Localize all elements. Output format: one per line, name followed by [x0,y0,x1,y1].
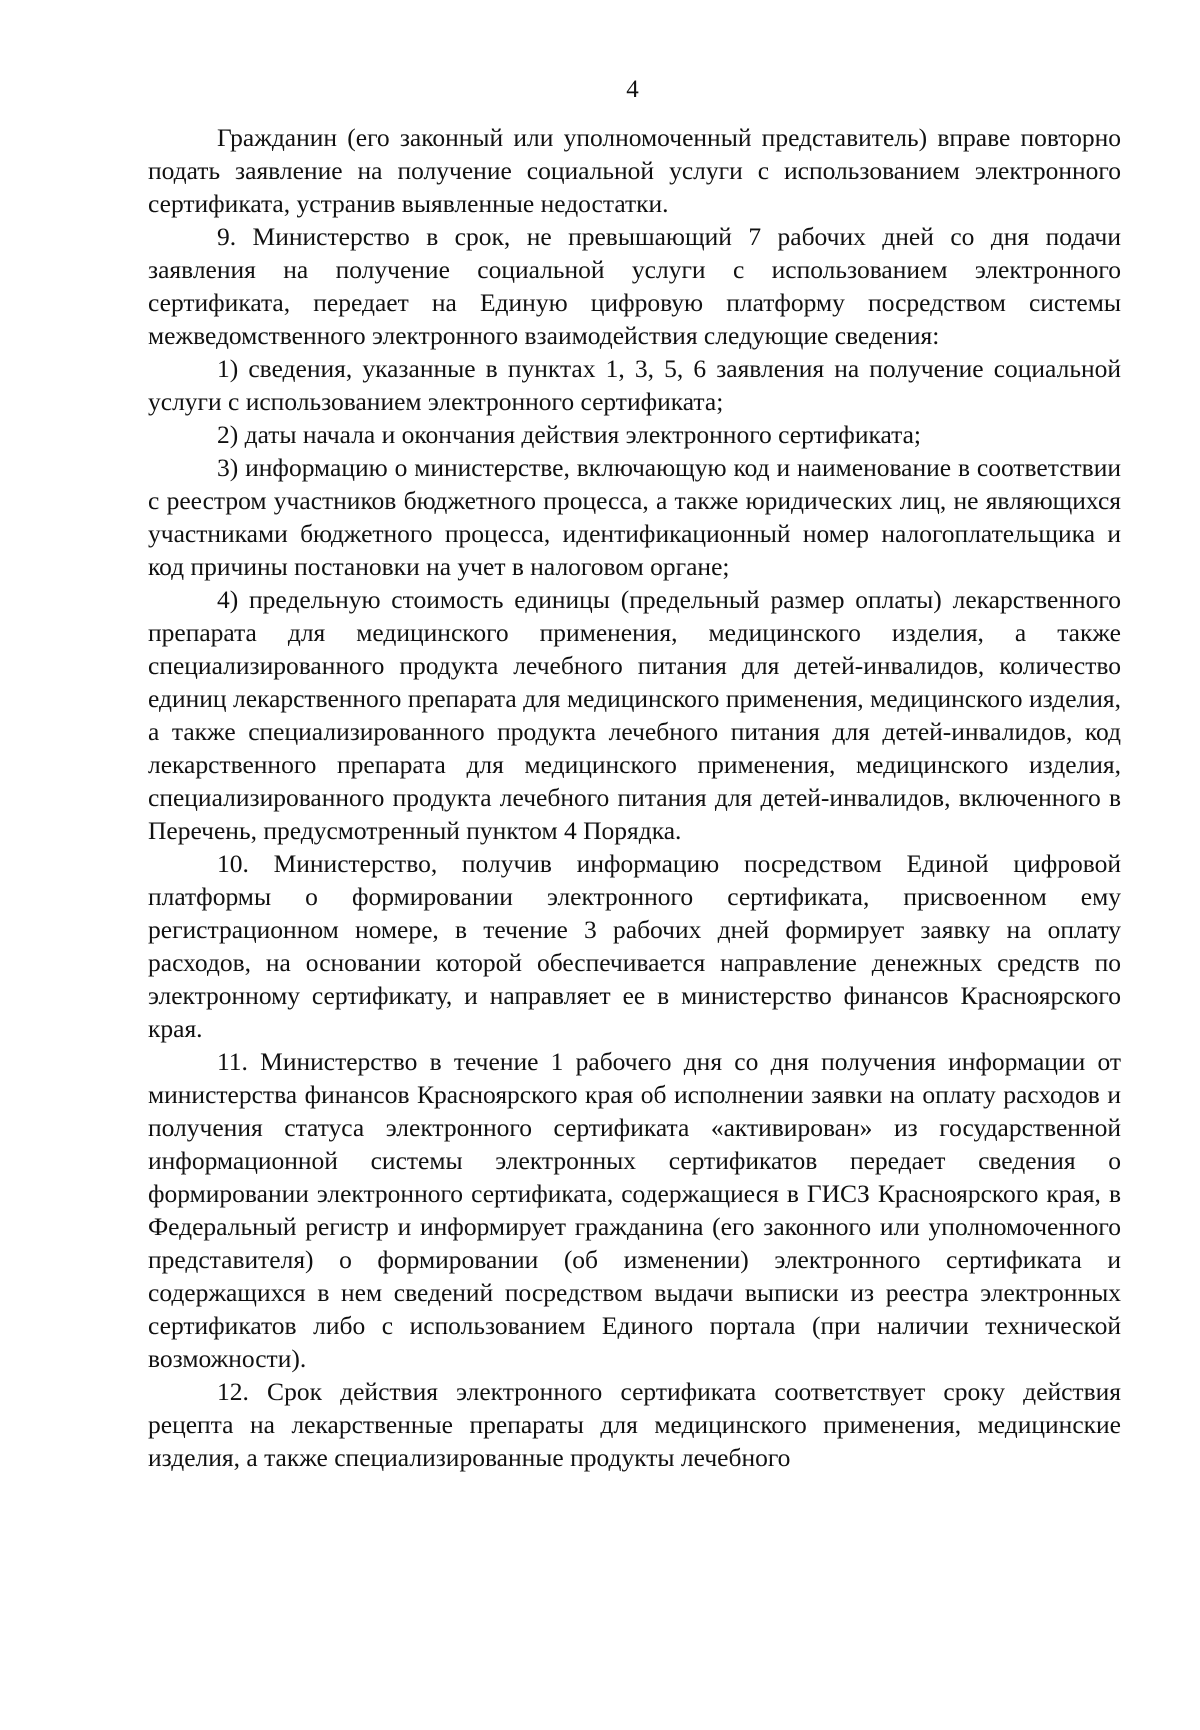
page-number: 4 [626,76,639,103]
paragraph-subitem-3: 3) информацию о министерстве, включающую код и наименование в соответствии с реестром участников бюджетного процесса, а также юридических лиц, не являющихся участниками бюджетного процесса, идентификационный номер налогоплательщика и код причины постановки на учет в налоговом органе; [148,453,1121,581]
paragraph-subitem-2: 2) даты начала и окончания действия электронного сертификата; [217,420,921,449]
paragraph-resubmission: Гражданин (его законный или уполномоченный представитель) вправе повторно подать заявление на получение социальной услуги с использованием электронного сертификата, устранив выявленные недостатки. [148,123,1121,218]
paragraph-item-10: 10. Министерство, получив информацию посредством Единой цифровой платформы о формировании электронного сертификата, присвоенном ему регистрационном номере, в течение 3 рабочих дней формирует заявку на оплату расходов, на основании которой обеспечивается направление денежных средств по электронному сертификату, и направляет ее в министерство финансов Красноярского края. [148,849,1121,1043]
paragraph-item-11: 11. Министерство в течение 1 рабочего дня со дня получения информации от министерства финансов Красноярского края об исполнении заявки на оплату расходов и получения статуса электронного сертификата «активирован» из государственной информационной системы электронных сертификатов передает сведения о формировании электронного сертификата, содержащиеся в ГИСЗ Красноярского края, в Федеральный регистр и информирует гражданина (его законного или уполномоченного представителя) о формировании (об изменении) электронного сертификата и содержащихся в нем сведений посредством выдачи выписки из реестра электронных сертификатов либо с использованием Единого портала (при наличии технической возможности). [148,1047,1121,1373]
paragraph-subitem-4: 4) предельную стоимость единицы (предельный размер оплаты) лекарственного препарата для медицинского применения, медицинского изделия, а также специализированного продукта лечебного питания для детей-инвалидов, количество единиц лекарственного препарата для медицинского применения, медицинского изделия, а также специализированного продукта лечебного питания для детей-инвалидов, код лекарственного препарата для медицинского применения, медицинского изделия, специализированного продукта лечебного питания для детей-инвалидов, включенного в Перечень, предусмотренный пунктом 4 Порядка. [148,585,1121,845]
paragraph-item-9: 9. Министерство в срок, не превышающий 7 рабочих дней со дня подачи заявления на получение социальной услуги с использованием электронного сертификата, передает на Единую цифровую платформу посредством системы межведомственного электронного взаимодействия следующие сведения: [148,222,1121,350]
paragraph-item-12: 12. Срок действия электронного сертификата соответствует сроку действия рецепта на лекарственные препараты для медицинского применения, медицинские изделия, а также специализированные продукты лечебного [148,1377,1121,1472]
document-body [148,121,1121,1474]
paragraph-subitem-1: 1) сведения, указанные в пунктах 1, 3, 5, 6 заявления на получение социальной услуги с использованием электронного сертификата; [148,354,1121,416]
